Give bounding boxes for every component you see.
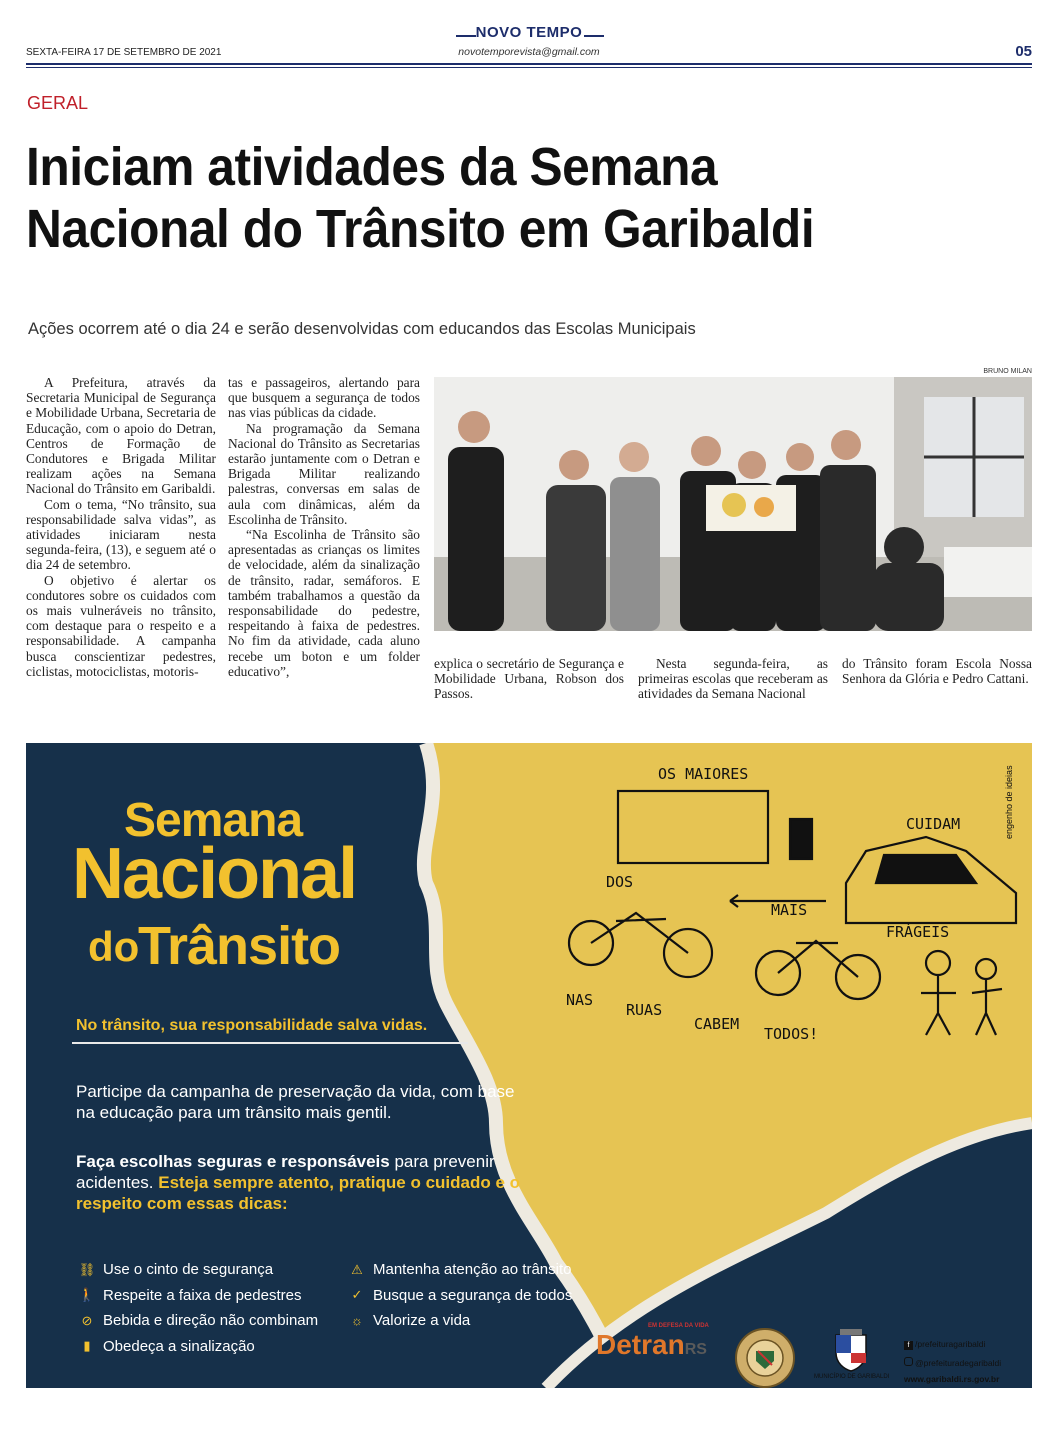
municipio-label: MUNICÍPIO DE GARIBALDI bbox=[814, 1374, 890, 1380]
tip-item bbox=[76, 1257, 318, 1283]
article-column-4 bbox=[638, 656, 828, 702]
article-photo bbox=[434, 377, 1032, 631]
ad-tagline: No trânsito, sua responsabilidade salva vidas. bbox=[76, 1017, 428, 1034]
publication-email[interactable]: novotemporevista@gmail.com bbox=[458, 46, 600, 58]
headline-line-2: Nacional do Trânsito em Garibaldi bbox=[26, 199, 815, 259]
traffic-light-icon: ▮ bbox=[83, 1338, 91, 1354]
article-column-2 bbox=[228, 375, 420, 679]
ad-paragraph-1: Participe da campanha de preservação da vida, com base na educação para um trânsito mais gentil. bbox=[76, 1082, 515, 1122]
campaign-advertisement bbox=[26, 743, 1032, 1388]
issue-date: SEXTA-FEIRA 17 DE SETEMBRO DE 2021 bbox=[26, 47, 222, 58]
paragraph: explica o secretário de Segurança e Mobilidade Urbana, Robson dos Passos. bbox=[434, 656, 624, 702]
brigada-militar-seal bbox=[734, 1327, 796, 1388]
facebook-link[interactable] bbox=[904, 1339, 985, 1350]
tip-item bbox=[76, 1334, 318, 1360]
paragraph: Nesta segunda-feira, as primeiras escolas que receberam as atividades da Semana Nacional bbox=[638, 656, 828, 702]
headline-line-1: Iniciam atividades da Semana bbox=[26, 137, 718, 197]
article-column-3 bbox=[434, 656, 624, 702]
tip-label: Busque a segurança de todos bbox=[373, 1286, 573, 1304]
article-column-1 bbox=[26, 375, 216, 679]
ad-title-nacional: Nacional bbox=[72, 834, 357, 914]
photo-credit: BRUNO MILAN bbox=[983, 368, 1032, 375]
masthead-divider-thin bbox=[26, 67, 1032, 68]
instagram-icon bbox=[904, 1357, 913, 1366]
sketch-word: MAIS bbox=[771, 901, 808, 919]
paragraph: “Na Escolinha de Trânsito são apresentadas as crianças os limites de velocidade, além da sinalização de trânsito, radar, semáforos. E também trabalhamos a questão da responsabilidade do pedestre, respeitando à faixa de pedestres. No fim da atividade, cada aluno recebe um boton e um folder educativo”, bbox=[228, 527, 420, 679]
masthead-divider bbox=[26, 63, 1032, 65]
detran-subtitle: EM DEFESA DA VIDA bbox=[648, 1323, 709, 1329]
tagline-underline bbox=[72, 1042, 468, 1044]
engenho-text: engenho de ideias bbox=[1004, 765, 1014, 839]
section-label: GERAL bbox=[27, 93, 89, 113]
tips-list-left bbox=[76, 1257, 318, 1359]
sketch-word: DOS bbox=[606, 873, 634, 891]
ad-emphasis-yellow: Esteja sempre atento, pratique o cuidado e o respeito com essas dicas: bbox=[76, 1173, 521, 1213]
paragraph: Com o tema, “No trânsito, sua responsabilidade salva vidas”, as atividades iniciaram nesta segunda-feira, (13), e seguem até o dia 24 de setembro. bbox=[26, 496, 216, 573]
ad-plain-text: para prevenir acidentes. bbox=[76, 1152, 495, 1192]
tip-item bbox=[76, 1308, 318, 1334]
tip-label: Mantenha atenção ao trânsito bbox=[373, 1261, 572, 1279]
shield-check-icon: ✓ bbox=[351, 1287, 363, 1303]
facebook-icon: f bbox=[904, 1341, 913, 1350]
sketch-word: OS MAIORES bbox=[658, 765, 749, 783]
paragraph: do Trânsito foram Escola Nossa Senhora da Glória e Pedro Cattani. bbox=[842, 656, 1032, 687]
sketch-word: CABEM bbox=[694, 1015, 740, 1033]
website-link[interactable]: www.garibaldi.rs.gov.br bbox=[904, 1374, 1000, 1384]
masthead-rule-left bbox=[456, 35, 476, 37]
sketch-word: CUIDAM bbox=[906, 815, 961, 833]
sketch-word: FRÁGEIS bbox=[886, 923, 950, 941]
tip-label: Obedeça a sinalização bbox=[103, 1337, 255, 1355]
no-drink-icon: ⊘ bbox=[81, 1312, 93, 1328]
municipio-coat-of-arms bbox=[828, 1327, 874, 1373]
sketch-word: NAS bbox=[566, 991, 594, 1009]
warning-icon: ⚠ bbox=[351, 1261, 363, 1277]
ad-paragraph-2 bbox=[76, 1151, 546, 1214]
tip-label: Use o cinto de segurança bbox=[103, 1261, 274, 1279]
instagram-handle: @prefeituradegaribaldi bbox=[915, 1358, 1002, 1368]
paragraph: Na programação da Semana Nacional do Trânsito as Secretarias estarão juntamente com o Detran e Brigada Militar realizando palestras, conversas em salas de aula com dinâmicas, além da Escolinha de Trânsito. bbox=[228, 420, 420, 527]
masthead bbox=[26, 20, 1032, 68]
classroom-photo-illustration bbox=[434, 377, 1032, 631]
instagram-link[interactable] bbox=[904, 1357, 1001, 1368]
ad-title-transito: Trânsito bbox=[138, 916, 341, 976]
page-number: 05 bbox=[1015, 43, 1032, 60]
sketch-word: RUAS bbox=[626, 1001, 663, 1019]
detran-wordmark: Detran bbox=[596, 1329, 685, 1360]
tip-label: Valorize a vida bbox=[373, 1312, 471, 1330]
tip-item bbox=[76, 1283, 318, 1309]
paragraph: O objetivo é alertar os condutores sobre os cuidados com os mais vulneráveis no trânsito, com destaque para o respeito e a responsabilidade. A campanha busca conscientizar pedestres, ciclistas, motociclistas, motoris- bbox=[26, 572, 216, 679]
ad-emphasis-white: Faça escolhas seguras e responsáveis bbox=[76, 1152, 390, 1171]
pedestrian-icon: 🚶 bbox=[78, 1287, 96, 1303]
detran-rs: RS bbox=[684, 1341, 707, 1358]
detran-logo bbox=[596, 1329, 707, 1361]
tip-item bbox=[346, 1283, 572, 1309]
masthead-rule-right bbox=[584, 35, 604, 37]
subheadline: Ações ocorrem até o dia 24 e serão desenvolvidas com educandos das Escolas Municipais bbox=[28, 320, 696, 338]
tip-label: Bebida e direção não combinam bbox=[103, 1312, 319, 1330]
engenho-logo bbox=[1002, 751, 1016, 841]
paragraph: tas e passageiros, alertando para que busquem a segurança de todos nas vias públicas da cidade. bbox=[228, 375, 420, 421]
tip-item bbox=[346, 1257, 572, 1283]
ad-title-semana: Semana bbox=[124, 794, 303, 847]
tips-list-right bbox=[346, 1257, 572, 1334]
lightbulb-icon: ☼ bbox=[351, 1312, 363, 1328]
headline bbox=[26, 136, 955, 260]
tip-item bbox=[346, 1308, 572, 1334]
sketch-word: TODOS! bbox=[764, 1025, 819, 1043]
facebook-handle: /prefeituragaribaldi bbox=[915, 1339, 986, 1349]
seatbelt-icon: ⛓ bbox=[78, 1261, 96, 1277]
tip-label: Respeite a faixa de pedestres bbox=[103, 1286, 302, 1304]
ad-title-do: do bbox=[88, 923, 140, 970]
paragraph: A Prefeitura, através da Secretaria Municipal de Segurança e Mobilidade Urbana, Secretaria de Educação, com o apoio do Detran, Centros de Formação de Condutores e Brigada Militar realizam ações na Semana Nacional do Trânsito em Garibaldi. bbox=[26, 375, 216, 497]
article-column-5 bbox=[842, 656, 1032, 686]
publication-name: NOVO TEMPO bbox=[475, 24, 583, 41]
